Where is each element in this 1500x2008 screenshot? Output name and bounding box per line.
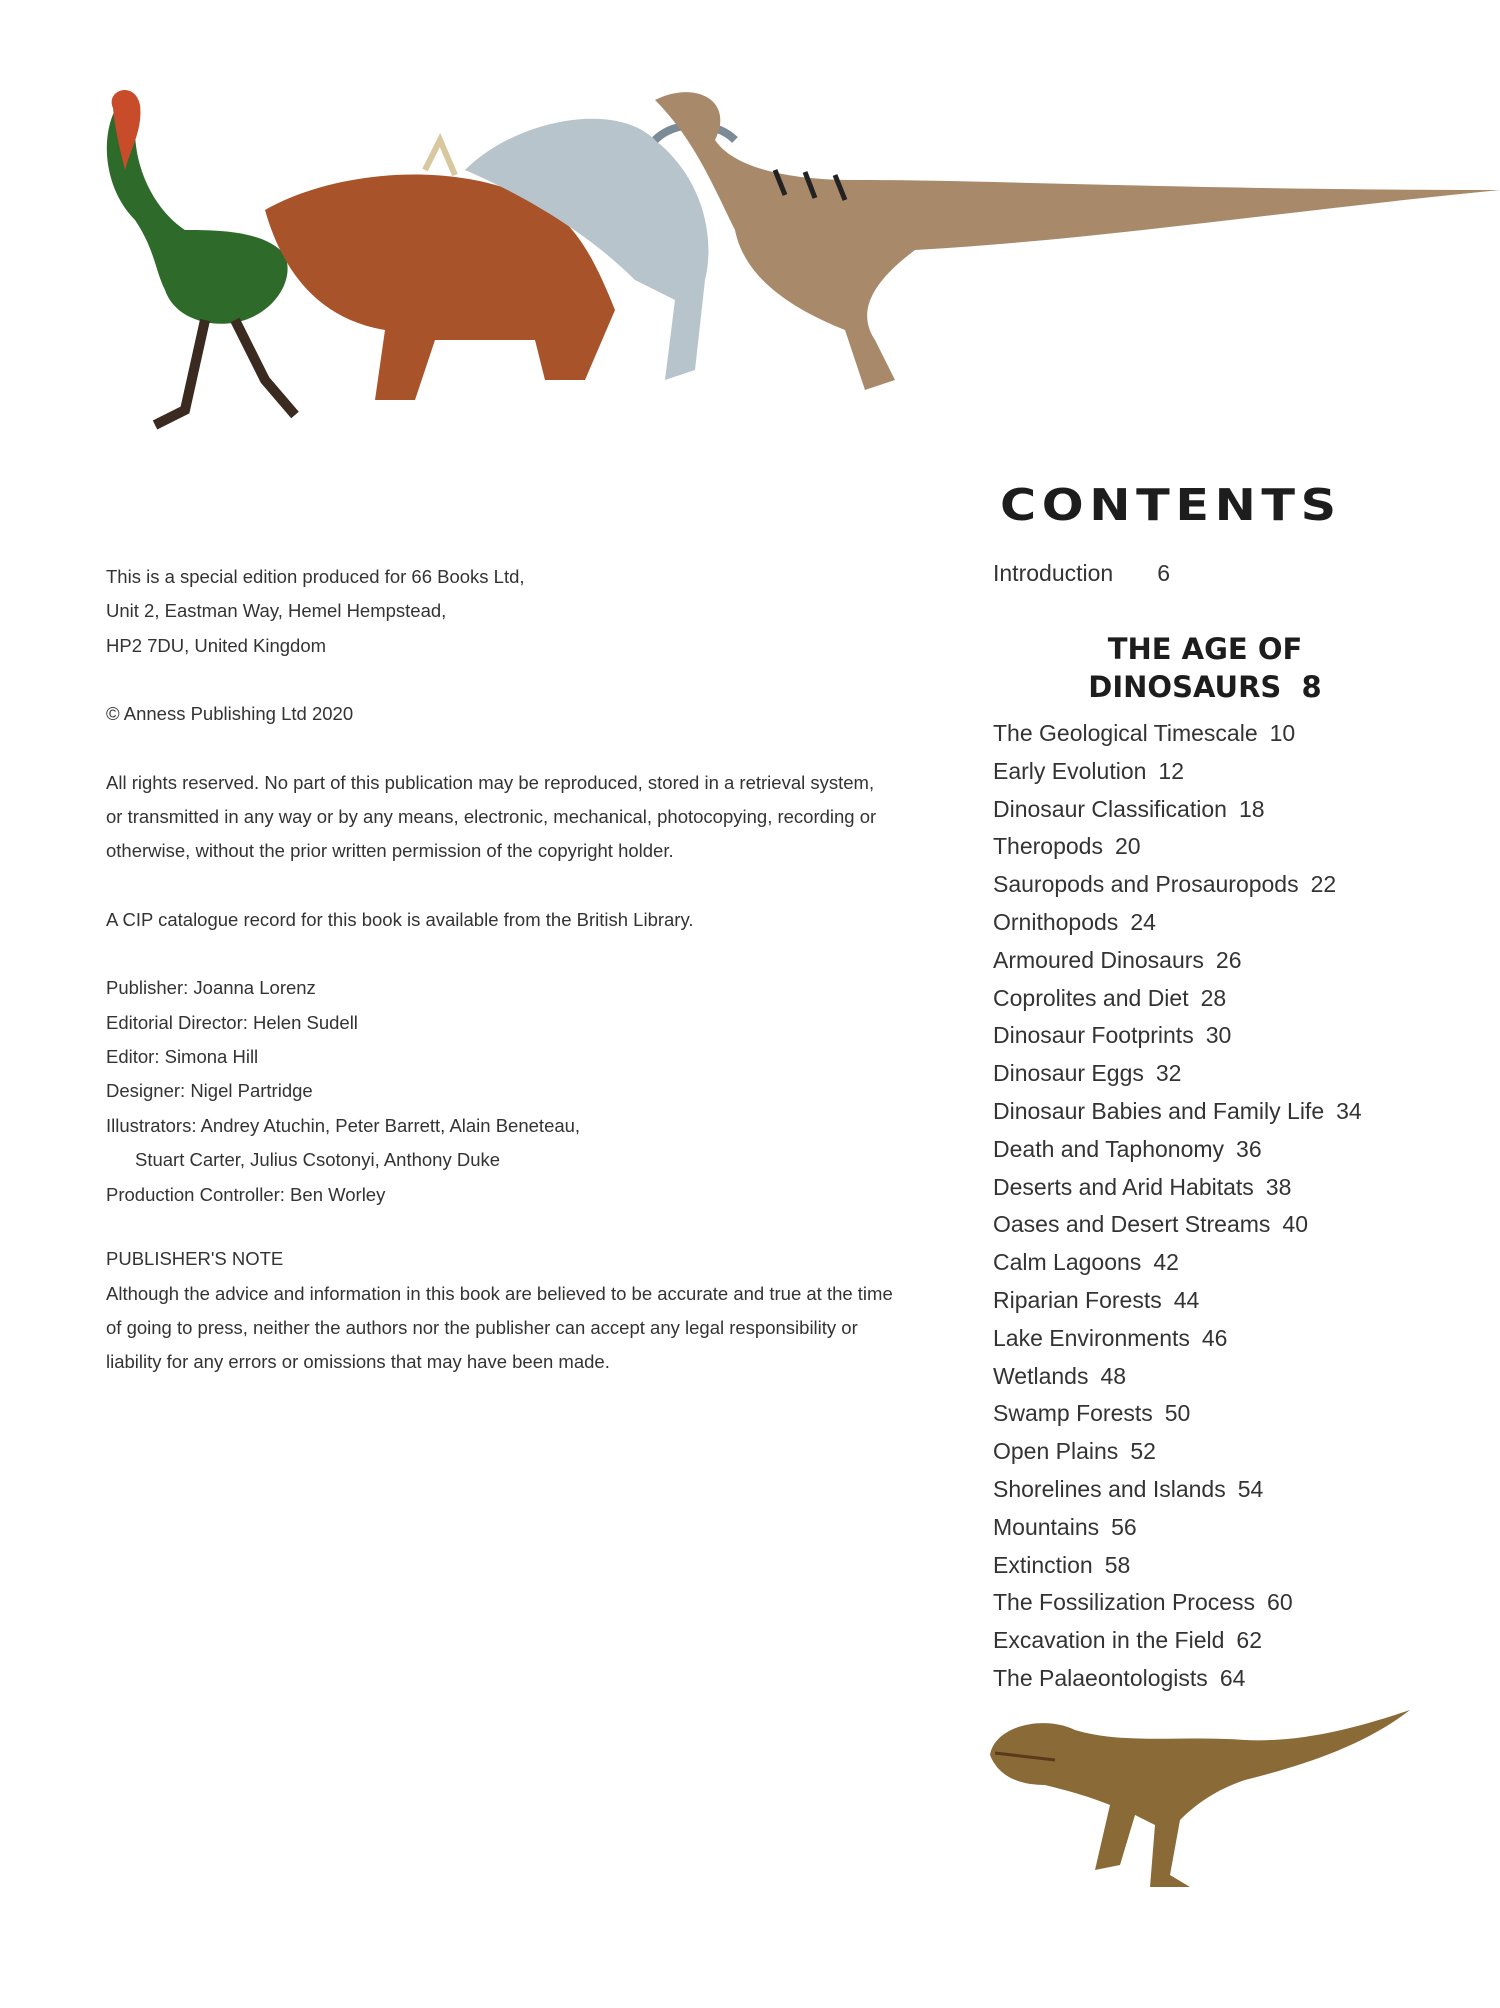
- publisher-address: [106, 560, 986, 663]
- section-page: 8: [1301, 670, 1322, 704]
- toc-entry-page: 58: [1104, 1551, 1131, 1578]
- note-line: liability for any errors or omissions that may have been made.: [106, 1351, 610, 1373]
- toc-entry-page: 6: [1157, 560, 1170, 586]
- toc-entry-page: 12: [1158, 757, 1185, 784]
- toc-entry[interactable]: [993, 1471, 1362, 1509]
- contents-title: CONTENTS: [1000, 480, 1342, 531]
- toc-entry-page: 42: [1153, 1249, 1179, 1276]
- toc-entry-page: 28: [1200, 984, 1227, 1011]
- toc-entry[interactable]: [993, 942, 1362, 980]
- toc-entry[interactable]: [993, 866, 1362, 904]
- toc-entry[interactable]: [993, 1622, 1362, 1660]
- toc-entry-label: Dinosaur Classification: [993, 795, 1227, 822]
- rights-statement: [106, 766, 986, 869]
- feathered-dinosaur-illustration: [655, 92, 1500, 390]
- toc-entry-label: The Geological Timescale: [993, 720, 1258, 746]
- toc-entry-page: 54: [1237, 1475, 1264, 1502]
- toc-entry-label: Riparian Forests: [993, 1286, 1162, 1313]
- rights-line: or transmitted in any way or by any means, electronic, mechanical, photocopying, recording or: [106, 806, 877, 828]
- toc-entry[interactable]: [993, 753, 1362, 791]
- toc-entry[interactable]: [993, 1660, 1362, 1698]
- toc-entry-page: 56: [1111, 1513, 1137, 1540]
- imprint-page-text: [106, 560, 986, 1414]
- dinosaur-illustration-banner: [95, 80, 1500, 460]
- toc-entry-page: 22: [1310, 871, 1337, 898]
- credits-list: [106, 971, 986, 1212]
- toc-entry-label: Early Evolution: [993, 757, 1147, 784]
- toc-entry-label: Theropods: [993, 833, 1103, 860]
- toc-list: [993, 715, 1362, 1698]
- toc-entry-label: Calm Lagoons: [993, 1249, 1142, 1276]
- note-line: of going to press, neither the authors nor the publisher can accept any legal responsibility or: [106, 1316, 858, 1338]
- toc-entry[interactable]: [993, 1282, 1362, 1320]
- toc-entry-page: 50: [1164, 1400, 1191, 1427]
- toc-entry-label: Extinction: [993, 1551, 1093, 1578]
- toc-entry[interactable]: [993, 1055, 1362, 1093]
- toc-entry-label: Open Plains: [993, 1438, 1119, 1465]
- toc-entry-page: 44: [1173, 1286, 1200, 1313]
- toc-entry-page: 24: [1130, 908, 1156, 935]
- toc-entry-label: Introduction: [993, 560, 1114, 586]
- toc-entry[interactable]: [993, 1509, 1362, 1547]
- toc-entry-page: 38: [1265, 1173, 1292, 1200]
- rights-line: All rights reserved. No part of this publication may be reproduced, stored in a retrieval system,: [106, 771, 875, 793]
- toc-entry-page: 46: [1201, 1324, 1228, 1351]
- credit-line: Editor: Simona Hill: [106, 1046, 259, 1068]
- credit-line: Publisher: Joanna Lorenz: [106, 977, 316, 999]
- publishers-note: [106, 1242, 986, 1380]
- toc-entry[interactable]: [993, 791, 1362, 829]
- toc-entry-introduction[interactable]: [993, 560, 1170, 587]
- toc-entry-page: 64: [1219, 1664, 1246, 1691]
- toc-entry-page: 60: [1267, 1589, 1293, 1616]
- toc-entry-label: The Fossilization Process: [993, 1589, 1256, 1616]
- toc-entry[interactable]: [993, 1093, 1362, 1131]
- toc-entry[interactable]: [993, 1244, 1362, 1282]
- address-line: This is a special edition produced for 66 Books Ltd,: [106, 566, 525, 587]
- credit-line: Editorial Director: Helen Sudell: [106, 1011, 358, 1033]
- toc-entry-page: 20: [1114, 833, 1141, 860]
- toc-entry-label: Excavation in the Field: [993, 1627, 1225, 1654]
- toc-entry-page: 18: [1238, 795, 1265, 822]
- toc-entry[interactable]: [993, 1547, 1362, 1585]
- toc-entry-label: Swamp Forests: [993, 1400, 1153, 1427]
- toc-entry[interactable]: [993, 715, 1362, 753]
- section-title-line: DINOSAURS: [1088, 670, 1282, 704]
- toc-entry-page: 26: [1215, 946, 1242, 973]
- toc-entry-page: 32: [1155, 1060, 1182, 1087]
- toc-entry-label: Dinosaur Eggs: [993, 1060, 1144, 1087]
- rights-line: otherwise, without the prior written permission of the copyright holder.: [106, 840, 674, 862]
- credit-line: Production Controller: Ben Worley: [106, 1183, 386, 1205]
- toc-entry[interactable]: [993, 1206, 1362, 1244]
- toc-entry-label: Mountains: [993, 1513, 1100, 1540]
- toc-entry-page: 52: [1130, 1438, 1156, 1465]
- toc-entry[interactable]: [993, 828, 1362, 866]
- toc-entry-label: The Palaeontologists: [993, 1664, 1208, 1691]
- toc-entry-label: Death and Taphonomy: [993, 1135, 1225, 1162]
- toc-entry-page: 10: [1269, 720, 1296, 746]
- toc-entry[interactable]: [993, 1320, 1362, 1358]
- toc-entry-label: Oases and Desert Streams: [993, 1211, 1271, 1238]
- toc-entry-page: 62: [1236, 1627, 1262, 1654]
- toc-entry-label: Coprolites and Diet: [993, 984, 1189, 1011]
- toc-entry[interactable]: [993, 980, 1362, 1018]
- toc-entry-label: Ornithopods: [993, 908, 1119, 935]
- address-line: HP2 7DU, United Kingdom: [106, 634, 327, 656]
- toc-entry-label: Sauropods and Prosauropods: [993, 871, 1299, 898]
- tyrannosaurus-illustration: [985, 1705, 1415, 1895]
- address-line: Unit 2, Eastman Way, Hemel Hempstead,: [106, 600, 447, 622]
- note-line: Although the advice and information in this book are believed to be accurate and true at the time: [106, 1282, 893, 1304]
- toc-entry[interactable]: [993, 1433, 1362, 1471]
- section-title-line: THE AGE OF: [1107, 632, 1303, 666]
- cip-statement: A CIP catalogue record for this book is available from the British Library.: [106, 908, 694, 930]
- toc-entry-label: Armoured Dinosaurs: [993, 946, 1204, 973]
- credit-line: Stuart Carter, Julius Csotonyi, Anthony Duke: [135, 1149, 501, 1171]
- toc-entry-label: Deserts and Arid Habitats: [993, 1173, 1254, 1200]
- credit-line: Designer: Nigel Partridge: [106, 1080, 313, 1102]
- toc-entry-page: 34: [1336, 1097, 1362, 1124]
- toc-entry[interactable]: [993, 1169, 1362, 1207]
- toc-entry[interactable]: [993, 904, 1362, 942]
- toc-entry-label: Dinosaur Babies and Family Life: [993, 1097, 1325, 1124]
- toc-entry-label: Wetlands: [993, 1362, 1089, 1389]
- copyright-notice: © Anness Publishing Ltd 2020: [106, 703, 354, 725]
- toc-entry-page: 36: [1236, 1135, 1262, 1162]
- toc-entry[interactable]: [993, 1358, 1362, 1396]
- toc-entry[interactable]: [993, 1131, 1362, 1169]
- toc-entry[interactable]: [993, 1584, 1362, 1622]
- toc-entry[interactable]: [993, 1395, 1362, 1433]
- toc-entry-label: Dinosaur Footprints: [993, 1022, 1194, 1049]
- oviraptorosaur-illustration: [107, 90, 295, 425]
- toc-entry-label: Lake Environments: [993, 1324, 1190, 1351]
- note-heading: PUBLISHER'S NOTE: [106, 1248, 284, 1270]
- toc-entry-page: 40: [1282, 1211, 1308, 1238]
- toc-entry[interactable]: [993, 1017, 1362, 1055]
- toc-entry-label: Shorelines and Islands: [993, 1475, 1226, 1502]
- credit-line: Illustrators: Andrey Atuchin, Peter Barrett, Alain Beneteau,: [106, 1114, 581, 1136]
- section-heading-age-of-dinosaurs[interactable]: [1040, 630, 1370, 706]
- toc-entry-page: 48: [1100, 1362, 1127, 1389]
- toc-entry-page: 30: [1205, 1022, 1232, 1049]
